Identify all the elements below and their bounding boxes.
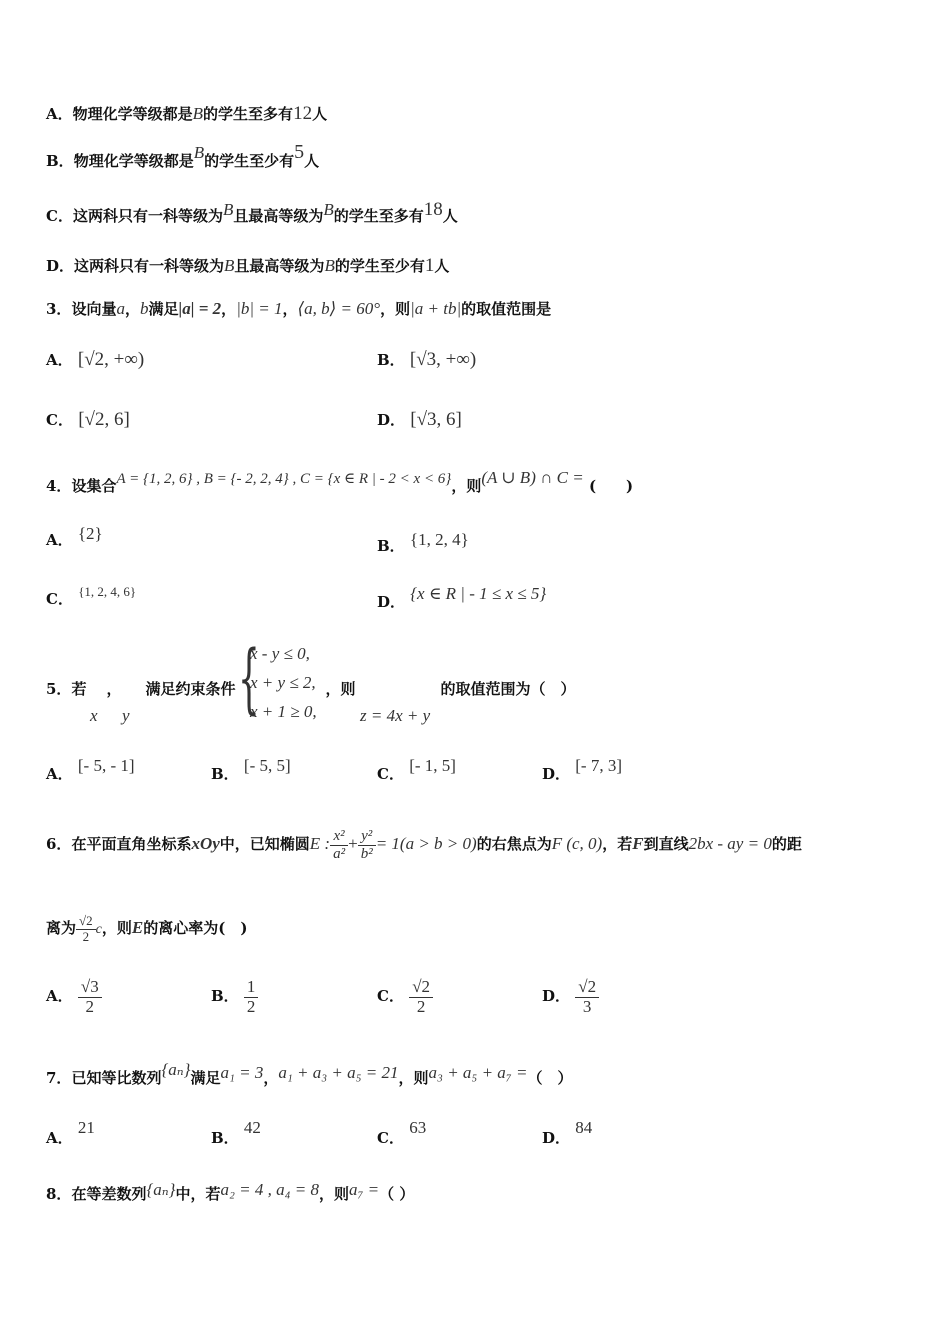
q4-option-c: C． {1, 2, 4, 6} [46,584,137,608]
q4-option-d: D． {x ∈ R | - 1 ≤ x ≤ 5} [377,584,547,611]
question-3: 3．设向量a，b满足|a| = 2，|b| = 1，⟨a, b⟩ = 60°，则|a + tb|的取值范围是 [46,299,552,318]
q2-option-c: C．这两科只有一科等级为B且最高等级为B的学生至多有18人 [46,199,458,225]
q5-var-y: y [122,706,130,725]
q5-var-x: x [90,706,98,725]
q5-constraint-1: x - y ≤ 0, [250,644,310,663]
q6-distance-frac: $\frac{√2}{2}$ [76,914,96,944]
question-7: 7．已知等比数列{aₙ}满足a₁ = 3，a₁ + a₃ + a₅ = 21，则a₃ + a₅ + a₇ =（ ） [46,1060,573,1087]
q5-objective: z = 4x + y [360,706,431,725]
question-5: 5．若 ， 满足约束条件 ，则 的取值范围为（ ） [46,680,576,698]
q3-option-a: A． [√2, +∞) [46,349,145,370]
q6-option-c: C． $\frac{√2}{2}$ [377,968,433,1024]
q4-option-a: A． {2} [46,524,103,549]
q7-option-d: D． 84 [542,1118,593,1147]
q6-option-a: A． $\frac{√3}{2}$ [46,968,102,1024]
q6-x-frac: $\frac{\text{x²}}{\text{a²}}$ [330,828,348,862]
q4-option-b: B． {1, 2, 4} [377,530,469,555]
q5-system-brace: { [238,633,260,722]
q2-option-b: B．物理化学等级都是B的学生至少有5人 [46,141,320,170]
q5-option-a: A． [- 5, - 1] [46,756,135,783]
q5-constraint-2: x + y ≤ 2, [250,673,316,692]
q6-option-d: D． $\frac{√2}{3}$ [542,968,599,1024]
q5-option-b: B． [- 5, 5] [211,756,291,783]
q7-option-a: A． 21 [46,1118,95,1147]
q2-option-a: A．物理化学等级都是B的学生至多有12人 [46,103,328,124]
question-4: 4．设集合A = {1, 2, 6} , B = {- 2, 2, 4} , C = {x ∈ R | - 2 < x < 6}，则(A ∪ B) ∩ C = ( ) [46,468,634,495]
q6-y-frac: $\frac{\text{y²}}{\text{b²}}$ [358,828,376,862]
q5-option-c: C． [- 1, 5] [377,756,456,783]
question-8: 8．在等差数列{aₙ}中，若a₂ = 4 , a₄ = 8，则a₇ =（ ） [46,1180,415,1203]
q7-option-b: B． 42 [211,1118,261,1147]
question-6-cont: 离为 $\frac{√2}{2}$ c，则E的离心率为( ) [46,913,248,944]
q3-option-b: B． [√3, +∞) [377,349,477,370]
q3-option-d: D． [√3, 6] [377,409,462,430]
q5-option-d: D． [- 7, 3] [542,756,622,783]
q5-constraint-3: x + 1 ≥ 0, [250,702,317,721]
q7-option-c: C． 63 [377,1118,427,1147]
q6-option-b: B． $\frac{1}{2}$ [211,968,258,1024]
question-6: 6．在平面直角坐标系xOy中，已知椭圆E : $\frac{\text{x²}}{\text{a²}}$ + $\frac{\text{y²}}{\text{b²}}$ = 1(a > b > 0)的右焦点为F (c, 0)，若F到直线2bx - ay = 0的距 [46,828,802,862]
q2-option-d: D．这两科只有一科等级为B且最高等级为B的学生至少有1人 [46,255,450,276]
q3-option-c: C． [√2, 6] [46,409,130,430]
